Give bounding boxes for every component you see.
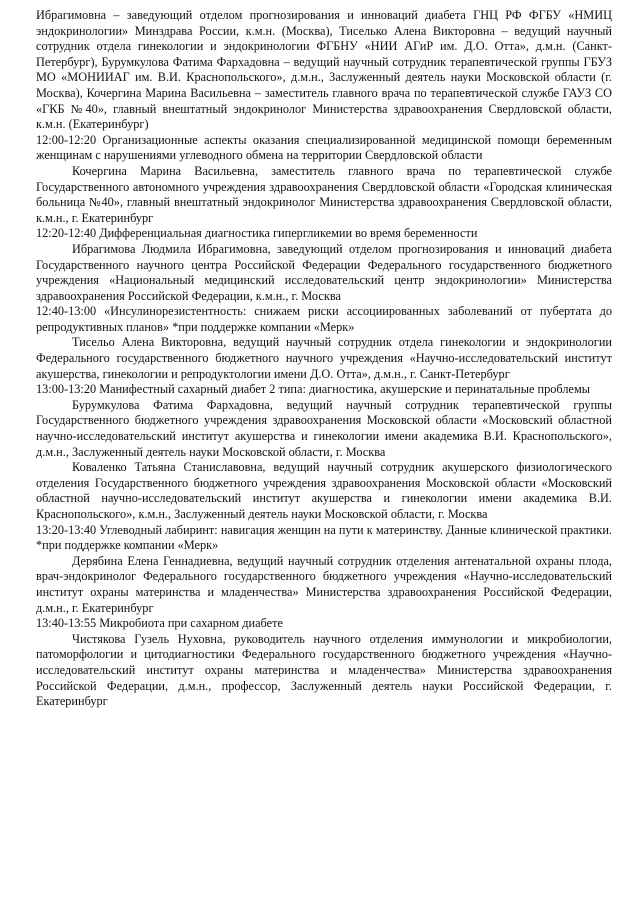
speaker-burumkulova: Бурумкулова Фатима Фархадовна, ведущий научный сотрудник терапевтической группы Государственного бюджетного учреждения здравоохранения Московской области «Московский областной научно-исследовательский институт акушерства и гинекологии имени академика В.И. Краснопольского», д.м.н., Заслуженный деятель науки Московской области, г. Москва [36, 397, 612, 459]
session-1220: 12:20-12:40 Дифференциальная диагностика гипергликемии во время беременности [36, 226, 478, 241]
session-1300: 13:00-13:20 Манифестный сахарный диабет 2 типа: диагностика, акушерские и перинатальные проблемы [36, 382, 590, 397]
speaker-deryabina: Дерябина Елена Геннадиевна, ведущий научный сотрудник отделения антенатальной охраны плода, врач-эндокринолог Федерального государственного бюджетного учреждения «Научно-исследовательский институт охраны материнства и младенчества» Министерства здравоохранения Российской Федерации, д.м.н., г. Екатеринбург [36, 553, 612, 615]
session-1240: 12:40-13:00 «Инсулинорезистентность: снижаем риски ассоциированных заболеваний от пубертата до репродуктивных планов» *при поддержке компании «Мерк» [36, 304, 612, 334]
speaker-tiselko: Тисельо Алена Викторовна, ведущий научный сотрудник отдела гинекологии и эндокринологии Федерального государственного бюджетного научного учреждения «Научно-исследовательский институт акушерства, гинекологии и репродуктологии имени Д.О. Отта», д.м.н., г. Санкт-Петербург [36, 335, 612, 381]
speaker-kochergina: Кочергина Марина Васильевна, заместитель главного врача по терапевтической службе Государственного автономного учреждения здравоохранения Свердловской области «Городская клиническая больница №40», главный внештатный эндокринолог Министерства здравоохранения Свердловской области, к.м.н., г. Екатеринбург [36, 163, 612, 225]
session-1340: 13:40-13:55 Микробиота при сахарном диабете [36, 616, 283, 631]
session-1320: 13:20-13:40 Углеводный лабиринт: навигация женщин на пути к материнству. Данные клинической практики. *при поддержке компании «Мерк» [36, 522, 612, 553]
speaker-kovalenko: Коваленко Татьяна Станиславовна, ведущий научный сотрудник акушерского физиологического отделения Государственного бюджетного учреждения здравоохранения Московской области «Московский областной научно-исследовательский институт акушерства и гинекологии имени академика В.И. Краснопольского», к.м.н., Заслуженный деятель науки Московской области, г. Москва [36, 460, 612, 521]
moderators-paragraph: Ибрагимовна – заведующий отделом прогнозирования и инноваций диабета ГНЦ РФ ФГБУ «НМИЦ эндокринологии» Минздрава России, к.м.н. (Москва), Тиселько Алена Викторовна – ведущий научный сотрудник отдела гинекологии и эндокринологии ФГБНУ «НИИ АГиР им. Д.О. Отта», д.м.н. (Санкт-Петербург), Бурумкулова Фатима Фархадовна – ведущий научный сотрудник терапевтической группы ГБУЗ МО «МОНИИАГ им. В.И. Краснопольского», д.м.н., Заслуженный деятель науки Московской области (г. Москва), Кочергина Марина Васильевна – заместитель главного врача по терапевтической службе ГАУЗ СО «ГКБ №40», главный внештатный эндокринолог Министерства здравоохранения Свердловской области, к.м.н. (Екатеринбург) [36, 8, 612, 132]
session-1200: 12:00-12:20 Организационные аспекты оказания специализированной медицинской помощи беременным женщинам с нарушениями углеводного обмена на территории Свердловской области [36, 132, 612, 163]
speaker-ibragimova: Ибрагимова Людмила Ибрагимовна, заведующий отделом прогнозирования и инноваций диабета Государственного научного центра Российской Федерации Федерального государственного бюджетного учреждения «Национальный медицинский исследовательский центр эндокринологии» Министерства здравоохранения Российской Федерации, к.м.н., г. Москва [36, 241, 612, 303]
speaker-chistyakova: Чистякова Гузель Нуховна, руководитель научного отделения иммунологии и микробиологии, патоморфологии и цитодиагностики Федерального государственного бюджетного учреждения «Научно-исследовательский институт охраны материнства и младенчества» Министерства здравоохранения Российской Федерации, д.м.н., профессор, Заслуженный деятель науки Российской Федерации, г. Екатеринбург [36, 631, 612, 709]
